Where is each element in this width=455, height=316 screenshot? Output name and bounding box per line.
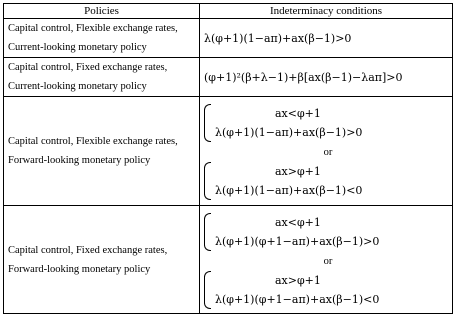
condition-cell xyxy=(200,206,453,314)
table-row xyxy=(4,206,453,314)
header-policies: Policies xyxy=(4,4,200,19)
condition-equation: (φ+1)²(β+λ−1)+β[ax(β−1)−λaπ]>0 xyxy=(204,70,403,84)
left-brace xyxy=(204,213,211,251)
left-brace xyxy=(204,104,211,142)
policy-line: Capital control, Fixed exchange rates, xyxy=(8,62,168,73)
table-row xyxy=(4,19,453,58)
policy-line: Current-looking monetary policy xyxy=(8,42,147,53)
case-line: λ(φ+1)(φ+1−aπ)+ax(β−1)<0 xyxy=(215,292,380,306)
policy-cell xyxy=(4,97,200,206)
left-brace xyxy=(204,162,211,200)
header-conditions: Indeterminacy conditions xyxy=(200,4,453,19)
policy-line: Current-looking monetary policy xyxy=(8,81,147,92)
condition-equation: λ(φ+1)(1−aπ)+ax(β−1)>0 xyxy=(204,31,352,45)
table-row xyxy=(4,97,453,206)
policy-cell xyxy=(4,19,200,58)
case-b xyxy=(204,271,452,309)
case-line: ax>φ+1 xyxy=(275,165,321,178)
policy-line: Capital control, Flexible exchange rates, xyxy=(8,136,178,147)
case-line: ax<φ+1 xyxy=(275,215,321,229)
case-b xyxy=(204,162,452,200)
case-line: ax<φ+1 xyxy=(275,107,321,120)
policy-line: Forward-looking monetary policy xyxy=(8,155,151,166)
policy-line: Capital control, Fixed exchange rates, xyxy=(8,244,168,256)
condition-cell xyxy=(200,58,453,97)
policy-line: Forward-looking monetary policy xyxy=(8,263,151,275)
case-line: ax>φ+1 xyxy=(275,273,321,287)
case-line: λ(φ+1)(1−aπ)+ax(β−1)>0 xyxy=(215,126,363,139)
case-a xyxy=(204,104,452,142)
case-line: λ(φ+1)(1−aπ)+ax(β−1)<0 xyxy=(215,184,363,197)
case-line: λ(φ+1)(φ+1−aπ)+ax(β−1)>0 xyxy=(215,234,380,248)
indeterminacy-table xyxy=(3,3,453,314)
table-row xyxy=(4,58,453,97)
policy-line: Capital control, Flexible exchange rates, xyxy=(8,23,178,34)
or-label: or xyxy=(323,147,333,158)
header-row xyxy=(4,4,453,19)
or-label: or xyxy=(323,255,333,267)
condition-cell xyxy=(200,97,453,206)
condition-cell xyxy=(200,19,453,58)
policy-cell xyxy=(4,206,200,314)
left-brace xyxy=(204,271,211,309)
policy-cell xyxy=(4,58,200,97)
case-a xyxy=(204,213,452,251)
